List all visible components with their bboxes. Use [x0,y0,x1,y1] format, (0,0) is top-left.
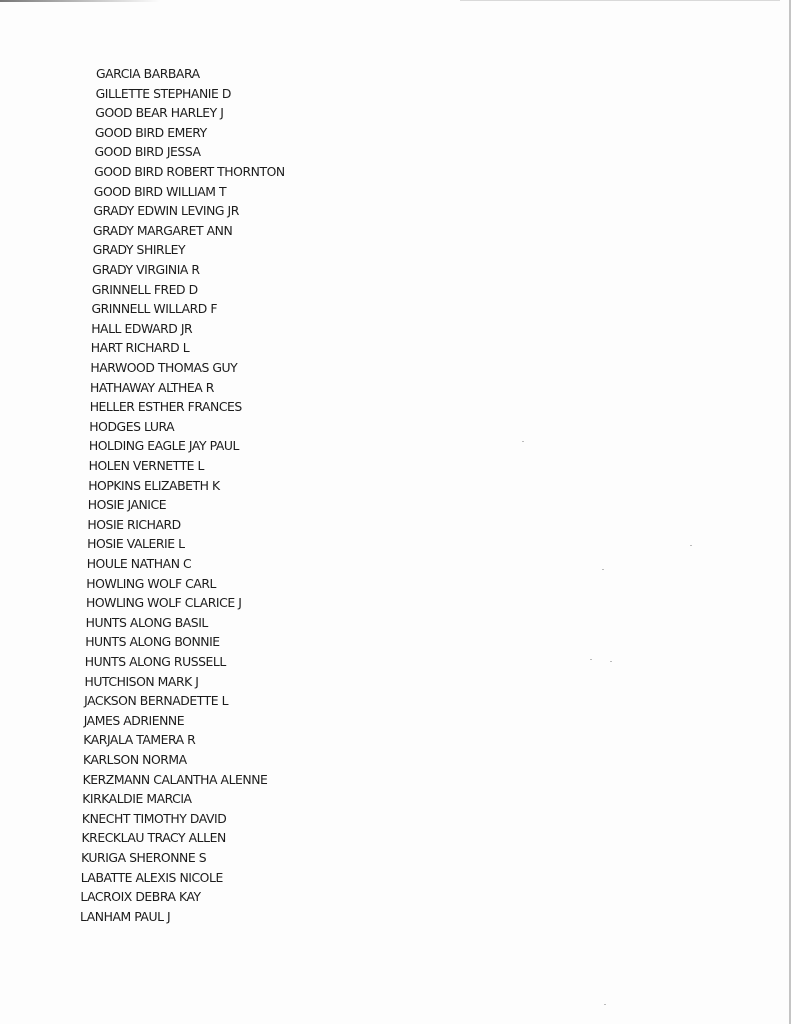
list-item: HUNTS ALONG RUSSELL [84,654,226,669]
list-item: HELLER ESTHER FRANCES [89,399,242,415]
list-item: HOLDING EAGLE JAY PAUL [88,438,239,454]
list-item: HARWOOD THOMAS GUY [90,360,238,375]
list-item: KURIGA SHERONNE S [81,850,207,865]
list-item: LABATTE ALEXIS NICOLE [80,869,223,885]
list-item: GRADY MARGARET ANN [93,222,233,238]
list-item: HART RICHARD L [90,340,190,356]
list-item: LANHAM PAUL J [80,908,171,924]
list-item: HOPKINS ELIZABETH K [88,477,220,493]
list-item: KRECKLAU TRACY ALLEN [81,830,226,846]
list-item: GRADY VIRGINIA R [92,262,200,277]
scan-speck [522,441,524,442]
list-item: HODGES LURA [89,418,175,434]
list-item: GOOD BIRD EMERY [94,124,207,140]
list-item: KARJALA TAMERA R [83,732,196,748]
list-item: HOSIE JANICE [87,497,167,513]
list-item: GRADY SHIRLEY [92,242,186,258]
list-item: LACROIX DEBRA KAY [80,889,201,905]
scan-speck [590,659,592,660]
list-item: GRINNELL WILLARD F [91,301,218,317]
list-item: HOULE NATHAN C [86,556,192,571]
list-item: HOSIE VALERIE L [87,536,185,552]
list-item: HUNTS ALONG BONNIE [85,634,220,650]
list-item: GOOD BEAR HARLEY J [95,105,224,121]
list-item: KIRKALDIE MARCIA [82,791,192,807]
list-item: JACKSON BERNADETTE L [84,693,229,709]
list-item: KNECHT TIMOTHY DAVID [81,810,227,826]
scan-edge-top [0,0,160,2]
list-item: HOSIE RICHARD [87,516,181,532]
scan-speck [604,1004,606,1005]
list-item: GOOD BIRD ROBERT THORNTON [94,164,285,179]
list-item: HALL EDWARD JR [91,320,193,336]
list-item: GOOD BIRD WILLIAM T [93,183,227,199]
list-item: GRINNELL FRED D [91,281,198,297]
scan-speck [610,661,612,662]
list-item: HOLEN VERNETTE L [88,458,205,473]
list-item: JAMES ADRIENNE [83,712,185,728]
list-item: GILLETTE STEPHANIE D [95,85,231,101]
list-item: GARCIA BARBARA [96,66,200,81]
list-item: HOWLING WOLF CARL [86,575,216,591]
scan-edge-top-faint [460,0,780,1]
list-item: HOWLING WOLF CLARICE J [86,595,242,611]
scan-speck [602,569,604,570]
list-item: HATHAWAY ALTHEA R [90,379,214,395]
scan-speck [690,545,692,546]
list-item: GOOD BIRD JESSA [94,144,201,160]
list-item: KARLSON NORMA [83,752,187,767]
list-item: KERZMANN CALANTHA ALENNE [82,771,268,787]
list-item: GRADY EDWIN LEVING JR [93,203,239,219]
list-item: HUNTS ALONG BASIL [85,614,208,630]
list-item: HUTCHISON MARK J [84,673,199,689]
